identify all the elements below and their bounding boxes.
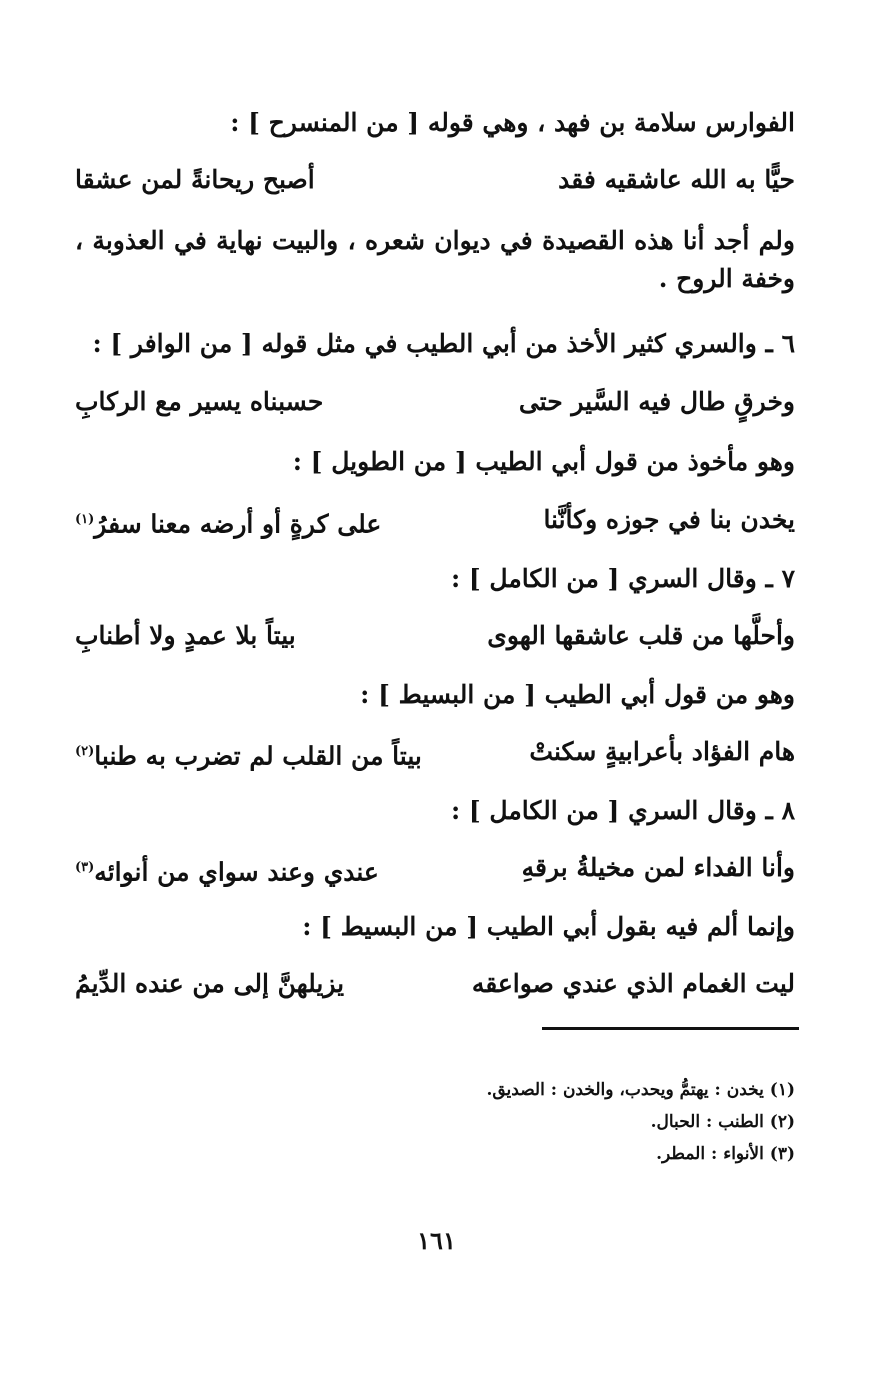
page-number: ١٦١ [417, 1226, 456, 1255]
verse-2-first-hemistich: وخرقٍ طال فيه السَّير حتى [518, 387, 795, 416]
verse-7-first-hemistich: ليت الغمام الذي عندي صواعقه [471, 969, 795, 998]
verse-5-second-hemistich [75, 732, 422, 776]
verse-1 [75, 160, 795, 200]
text-paragraph-commentary: ولم أجد أنا هذه القصيدة في ديوان شعره ، والبيت نهاية في العذوبة ، وخفة الروح . [75, 226, 795, 293]
footnote-ref-2: (٢) [75, 744, 95, 759]
verse-2-second-hemistich: حسبناه يسير مع الركابِ [75, 387, 324, 416]
verse-7-second-hemistich: يزيلهنَّ إلى من عنده الدِّيمُ [75, 969, 345, 998]
footnote-ref-3: (٣) [75, 860, 95, 875]
text-line-source-4: وهو من قول أبي الطيب [ من البسيط ] : [360, 680, 795, 709]
verse-2 [75, 382, 795, 422]
text-line-intro: الفوارس سلامة بن فهد ، وهي قوله [ من المنسرح ] : [230, 108, 795, 137]
verse-5-second-text: بيتاً من القلب لم تضرب به طنبا [94, 741, 422, 771]
verse-1-first-hemistich: حيًّا به الله عاشقيه فقد [558, 165, 795, 194]
verse-5 [75, 732, 795, 772]
verse-3-second-hemistich [75, 500, 381, 544]
verse-6-first-hemistich: وأنا الفداء لمن مخيلةُ برقهِ [521, 853, 795, 882]
footnote-1: (١) يخدن : يهتمُّ ويحدب، والخدن : الصديق. [486, 1080, 795, 1100]
text-line-source-6: وإنما ألم فيه بقول أبي الطيب [ من البسيط ] : [302, 912, 795, 941]
verse-3 [75, 500, 795, 540]
verse-6-second-hemistich [75, 848, 379, 892]
verse-5-first-hemistich: هام الفؤاد بأعرابيةٍ سكنتْ [529, 737, 795, 766]
verse-1-second-hemistich: أصبح ريحانةً لمن عشقا [75, 165, 315, 194]
text-line-section-6: ٦ ـ والسري كثير الأخذ من أبي الطيب في مثل قوله [ من الوافر ] : [92, 329, 795, 358]
verse-4-first-hemistich: وأحلَّها من قلب عاشقها الهوى [487, 621, 795, 650]
text-line-section-7: ٧ ـ وقال السري [ من الكامل ] : [450, 564, 795, 593]
verse-6 [75, 848, 795, 888]
verse-3-second-text: على كرةٍ أو أرضه معنا سفرُ [94, 509, 382, 539]
footnote-2: (٢) الطنب : الحبال. [650, 1112, 795, 1132]
verse-6-second-text: عندي وعند سواي من أنوائه [94, 857, 379, 887]
verse-4 [75, 616, 795, 656]
verse-3-first-hemistich: يخدن بنا في جوزه وكأنَّنا [543, 505, 795, 534]
text-line-section-8: ٨ ـ وقال السري [ من الكامل ] : [450, 796, 795, 825]
footnote-ref-1: (١) [75, 512, 95, 527]
footnote-3: (٣) الأنواء : المطر. [656, 1144, 795, 1164]
verse-4-second-hemistich: بيتاً بلا عمدٍ ولا أطنابِ [75, 621, 296, 650]
text-line-source-2: وهو مأخوذ من قول أبي الطيب [ من الطويل ] : [292, 447, 795, 476]
footnote-separator [542, 1027, 799, 1030]
verse-7 [75, 964, 795, 1004]
